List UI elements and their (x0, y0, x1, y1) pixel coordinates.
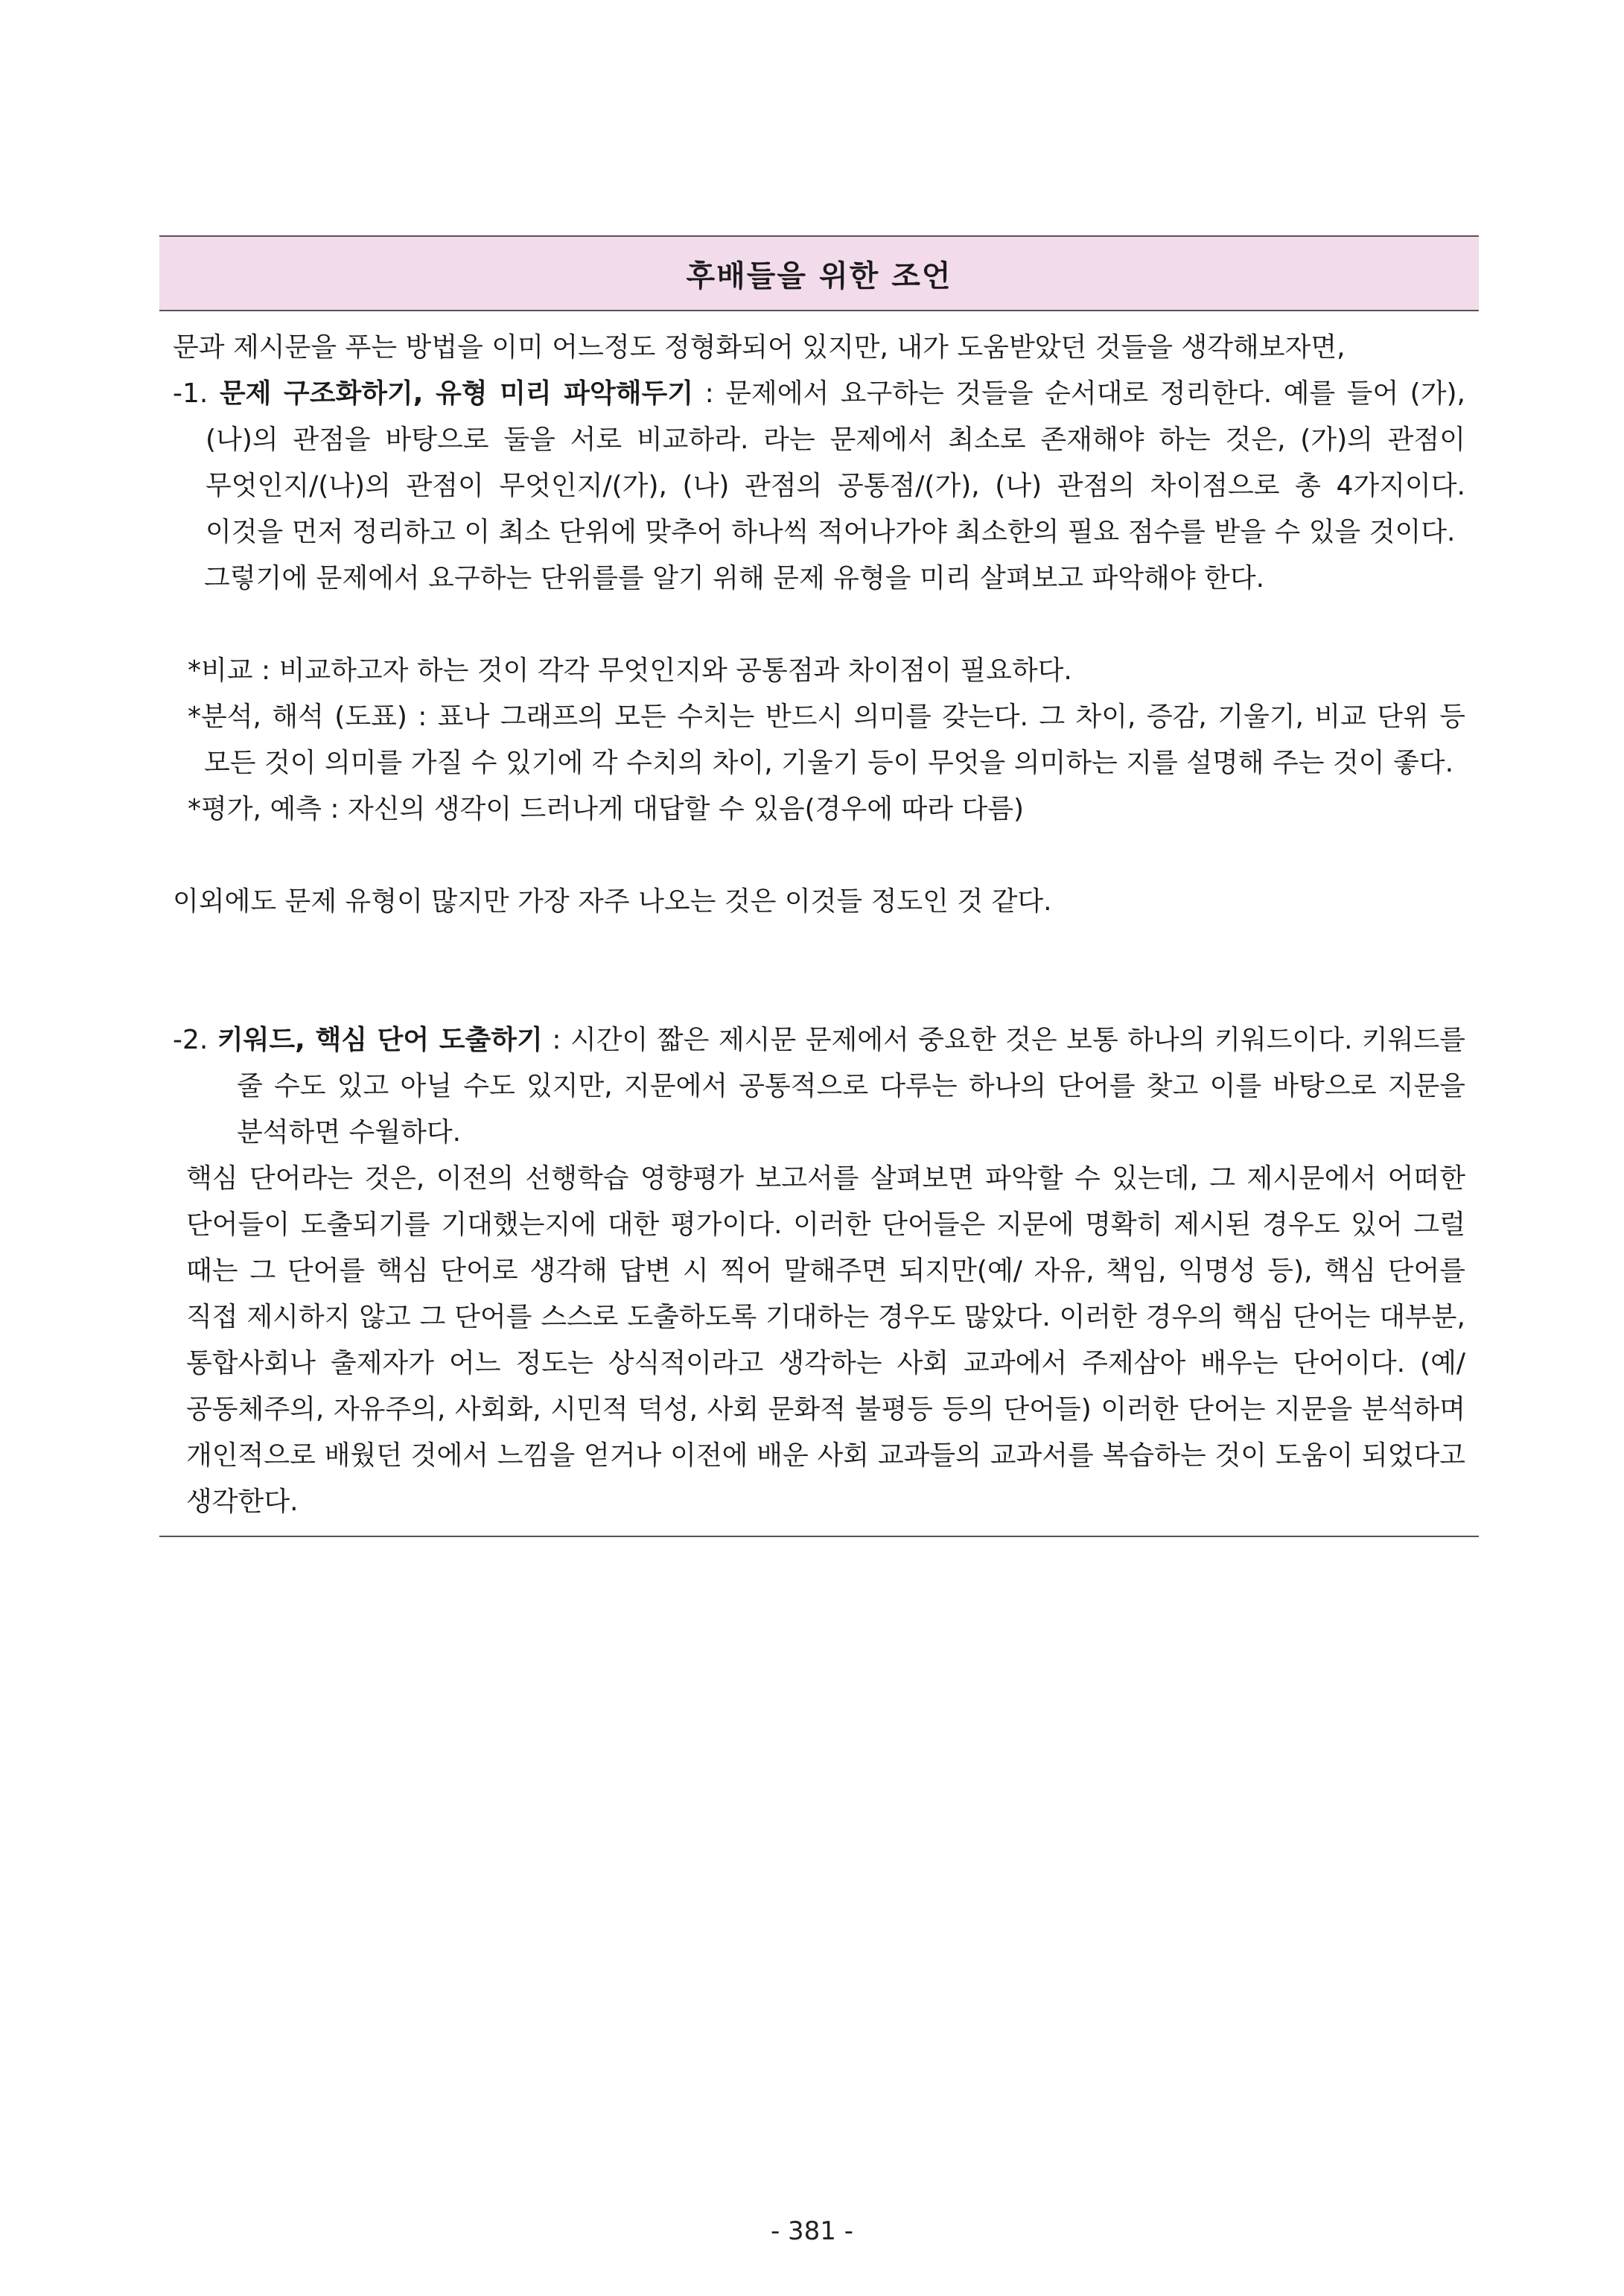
section-1-paragraph (173, 371, 1465, 556)
section-1-closing: 이외에도 문제 유형이 많지만 가장 자주 나오는 것은 이것들 정도인 것 같다. (173, 886, 1052, 917)
section-2-paragraph (173, 1017, 1465, 1156)
section-2-heading: 키워드, 핵심 단어 도출하기 (217, 1025, 543, 1055)
type-item-analysis: *분석, 해석 (도표) : 표나 그래프의 모든 수치는 반드시 의미를 갖는다. 그 차이, 증감, 기울기, 비교 단위 등 모든 것이 의미를 가질 수 있기에 각 수치의 차이, 기울기 등이 무엇을 의미하는 지를 설명해 주는 것이 좋다. (188, 702, 1465, 778)
page-number: - 381 - (770, 2216, 854, 2246)
section-2-body: : 시간이 짧은 제시문 문제에서 중요한 것은 보통 하나의 키워드이다. 키워드를 줄 수도 있고 아닐 수도 있지만, 지문에서 공통적으로 다루는 하나의 단어를 찾고 이를 바탕으로 지문을 분석하면 수월하다. (237, 1025, 1466, 1148)
section-2-number: -2. (173, 1025, 217, 1055)
advice-content (159, 311, 1479, 1537)
advice-box (159, 235, 1479, 1537)
intro-paragraph: 문과 제시문을 푸는 방법을 이미 어느정도 정형화되어 있지만, 내가 도움받았던 것들을 생각해보자면, (173, 332, 1346, 363)
type-item-evaluation: *평가, 예측 : 자신의 생각이 드러나게 대답할 수 있음(경우에 따라 다름) (188, 794, 1025, 824)
type-item-compare: *비교 : 비교하고자 하는 것이 각각 무엇인지와 공통점과 차이점이 필요하다. (188, 655, 1072, 686)
section-1-number: -1. (173, 378, 220, 409)
section-2-detail: 핵심 단어라는 것은, 이전의 선행학습 영향평가 보고서를 살펴보면 파악할 수 있는데, 그 제시문에서 어떠한 단어들이 도출되기를 기대했는지에 대한 평가이다. 이러한 단어들은 지문에 명확히 제시된 경우도 있어 그럴 때는 그 단어를 핵심 단어로 생각해 답변 시 찍어 말해주면 되지만(예/ 자유, 책임, 익명성 등), 핵심 단어를 직접 제시하지 않고 그 단어를 스스로 도출하도록 기대하는 경우도 많았다. 이러한 경우의 핵심 단어는 대부분, 통합사회나 출제자가 어느 정도는 상식적이라고 생각하는 사회 교과에서 주제삼아 배우는 단어이다. (예/ 공동체주의, 자유주의, 사회화, 시민적 덕성, 사회 문화적 불평등 등의 단어들) 이러한 단어는 지문을 분석하며 개인적으로 배웠던 것에서 느낌을 얻거나 이전에 배운 사회 교과들의 교과서를 복습하는 것이 도움이 되었다고 생각한다. (186, 1163, 1465, 1517)
section-1-heading: 문제 구조화하기, 유형 미리 파악해두기 (219, 378, 694, 409)
page-title: 후배들을 위한 조언 (686, 258, 952, 293)
section-1-followup: 그렇기에 문제에서 요구하는 단위를를 알기 위해 문제 유형을 미리 살펴보고 파악해야 한다. (204, 563, 1265, 594)
title-bar (159, 235, 1479, 311)
section-1-body: : 문제에서 요구하는 것들을 순서대로 정리한다. 예를 들어 (가),(나)의 관점을 바탕으로 둘을 서로 비교하라. 라는 문제에서 최소로 존재해야 하는 것은, (가)의 관점이 무엇인지/(나)의 관점이 무엇인지/(가), (나) 관점의 공통점/(가), (나) 관점의 차이점으로 총 4가지이다. 이것을 먼저 정리하고 이 최소 단위에 맞추어 하나씩 적어나가야 최소한의 필요 점수를 받을 수 있을 것이다. (206, 378, 1465, 547)
